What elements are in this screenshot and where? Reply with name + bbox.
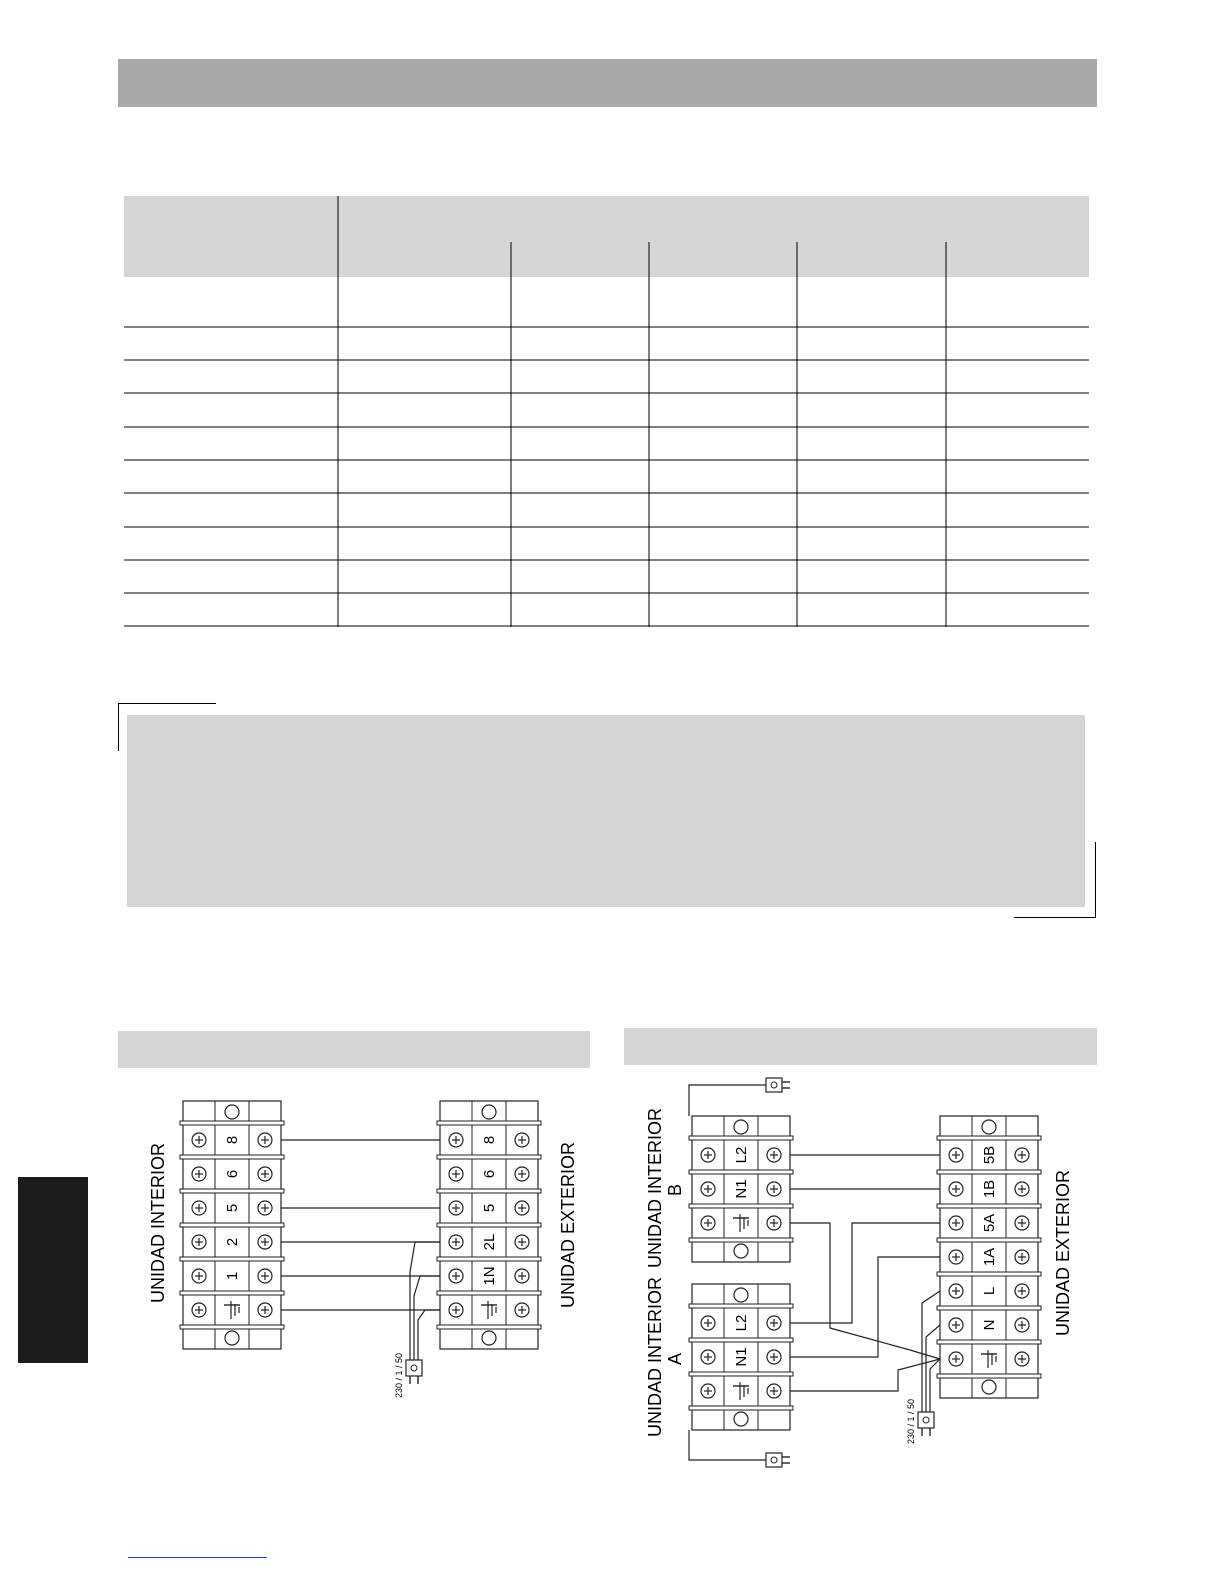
terminal-separator [937,1306,1041,1310]
terminal-separator [437,1291,541,1295]
indoor-a-label: UNIDAD INTERIOR [645,1276,665,1437]
plug-icon [406,1360,422,1376]
terminal-block [437,1101,541,1349]
terminal-label: 6 [224,1169,241,1179]
terminal-separator [437,1325,541,1329]
terminal-separator [689,1238,793,1242]
mounting-hole-icon [734,1412,748,1426]
plug-icon [918,1412,934,1428]
wire [689,1430,766,1460]
terminal-separator [437,1189,541,1193]
indoor-b-letter: B [665,1183,685,1196]
outdoor-unit-label: UNIDAD EXTERIOR [558,1141,578,1308]
terminal-separator [937,1170,1041,1174]
mounting-hole-icon [225,1331,239,1345]
mounting-hole-icon [982,1380,996,1394]
terminal-label: 5A [981,1213,998,1233]
terminal-block [180,1101,284,1349]
mounting-hole-icon [734,1244,748,1258]
wire [790,1223,940,1359]
terminal-label: 5B [981,1145,998,1165]
terminal-label: 1 [224,1271,241,1281]
indoor-unit-label: UNIDAD INTERIOR [148,1142,168,1303]
terminal-separator [689,1338,793,1342]
mounting-hole-icon [734,1120,748,1134]
wire [418,1310,440,1360]
power-supply-label: 230 / 1 / 50 [394,1352,404,1398]
terminal-separator [689,1136,793,1140]
terminal-label: L2 [733,1146,750,1164]
terminal-label: 8 [224,1135,241,1145]
terminal-block [689,1116,793,1262]
terminal-separator [180,1291,284,1295]
terminal-label: N1 [733,1347,750,1367]
connector-icon [766,1078,782,1092]
mounting-hole-icon [225,1105,239,1119]
terminal-separator [180,1325,284,1329]
mounting-hole-icon [482,1331,496,1345]
terminal-separator [689,1170,793,1174]
terminal-separator [937,1272,1041,1276]
wire [926,1325,940,1412]
terminal-separator [937,1374,1041,1378]
wire [790,1223,940,1323]
terminal-separator [689,1406,793,1410]
terminal-separator [437,1223,541,1227]
mounting-hole-icon [734,1288,748,1302]
terminal-separator [437,1121,541,1125]
indoor-b-label: UNIDAD INTERIOR [645,1107,665,1268]
terminal-block [689,1284,793,1430]
terminal-separator [689,1204,793,1208]
terminal-separator [437,1155,541,1159]
terminal-label: N [981,1319,998,1331]
wiring [281,1078,940,1467]
terminal-separator [689,1372,793,1376]
terminal-separator [937,1136,1041,1140]
terminal-label: 8 [481,1135,498,1145]
terminal-block [937,1116,1041,1398]
terminal-label: 1A [981,1247,998,1267]
wire [790,1359,940,1391]
terminal-separator [689,1304,793,1308]
terminal-label: 2 [224,1237,241,1247]
terminal-label: 5 [224,1203,241,1213]
terminal-label: N1 [733,1179,750,1199]
terminal-label: 1B [981,1179,998,1199]
terminal-label: 6 [481,1169,498,1179]
terminal-blocks [180,1101,1041,1430]
wire [790,1257,940,1357]
terminal-separator [180,1189,284,1193]
terminal-separator [180,1223,284,1227]
mounting-hole-icon [482,1105,496,1119]
connector-icon [766,1453,782,1467]
wire [689,1085,766,1116]
terminal-separator [180,1121,284,1125]
terminal-separator [180,1155,284,1159]
terminal-separator [937,1238,1041,1242]
terminal-separator [937,1340,1041,1344]
wire [930,1359,940,1412]
indoor-a-letter: A [665,1352,685,1365]
mounting-hole-icon [982,1120,996,1134]
terminal-label: L [981,1286,998,1296]
terminal-separator [937,1204,1041,1208]
terminal-label: 2L [481,1233,498,1251]
terminal-separator [437,1257,541,1261]
terminal-label: 5 [481,1203,498,1213]
terminal-label: L2 [733,1314,750,1332]
power-supply-label: 230 / 1 / 50 [906,1398,916,1444]
terminal-separator [180,1257,284,1261]
footer-link-line [128,1557,267,1558]
outdoor-unit-label: UNIDAD EXTERIOR [1053,1169,1073,1336]
terminal-label: 1N [481,1266,498,1286]
